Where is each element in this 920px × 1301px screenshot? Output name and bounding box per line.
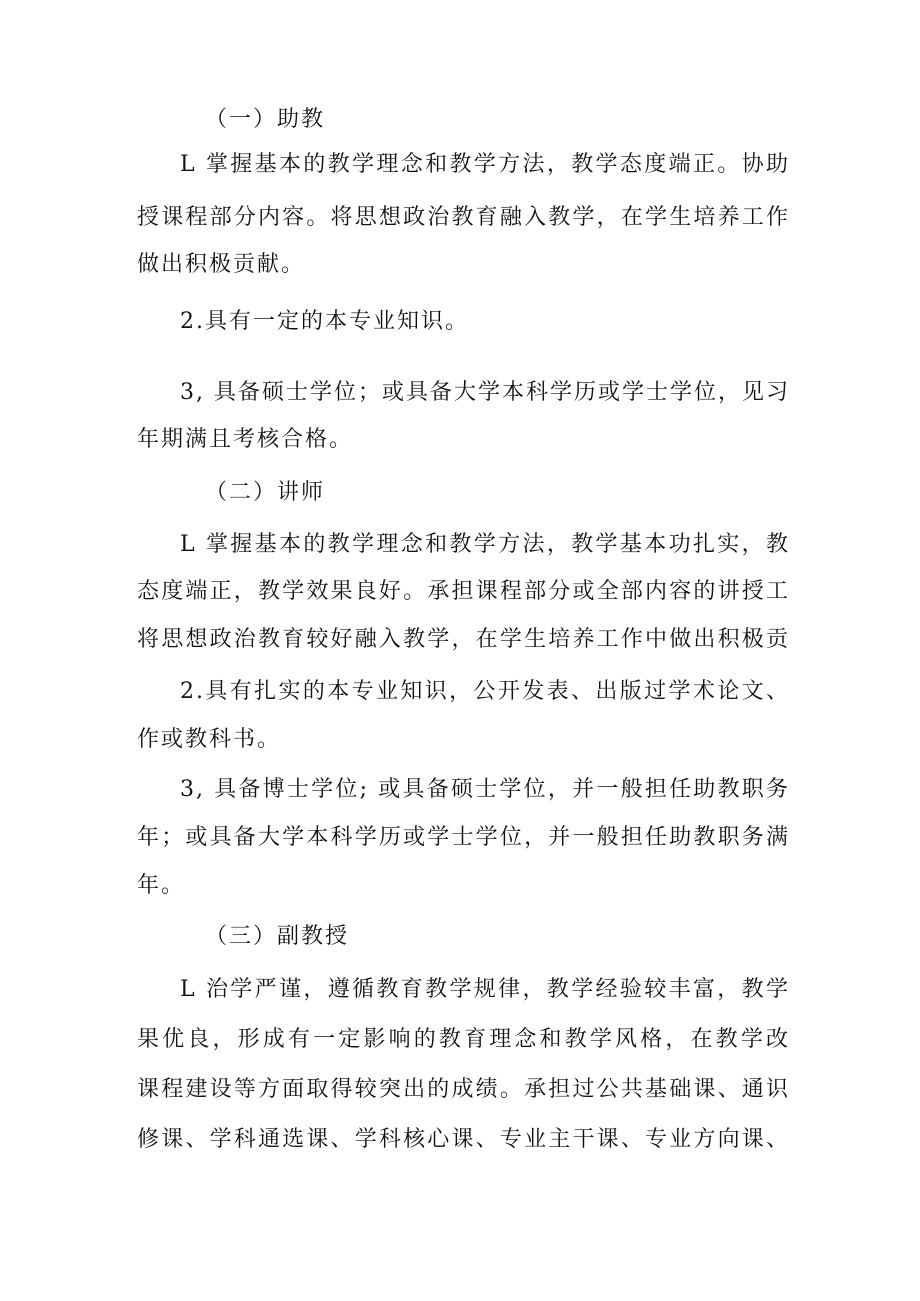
- paragraph-line: 作或教科书。: [137, 727, 282, 752]
- section-heading-assistant: （一）助教: [205, 107, 326, 132]
- paragraph-line: 修课、学科通选课、学科核心课、专业主干课、专业方向课、: [137, 1127, 790, 1152]
- paragraph-line: L 掌握基本的教学理念和教学方法，教学态度端正。协助: [180, 152, 790, 177]
- paragraph-line: 3, 具备博士学位; 或具备硕士学位，并一般担任助教职务: [180, 777, 790, 802]
- paragraph-line: 年；或具备大学本科学历或学士学位，并一般担任助教职务满: [137, 825, 790, 850]
- paragraph-line: 课程建设等方面取得较突出的成绩。承担过公共基础课、通识: [137, 1077, 790, 1102]
- paragraph-line: L 治学严谨，遵循教育教学规律，教学经验较丰富，教学: [180, 977, 790, 1002]
- paragraph-line: 将思想政治教育较好融入教学，在学生培养工作中做出积极贡: [137, 627, 790, 652]
- section-heading-lecturer: （二）讲师: [205, 480, 326, 505]
- paragraph-line: 授课程部分内容。将思想政治教育融入教学，在学生培养工作: [137, 205, 790, 230]
- paragraph-line: 年期满且考核合格。: [137, 427, 354, 452]
- paragraph-line: 3, 具备硕士学位；或具备大学本科学历或学士学位，见习: [180, 380, 790, 405]
- paragraph-line: 年。: [137, 873, 186, 898]
- paragraph-line: 2.具有一定的本专业知识。: [180, 309, 469, 334]
- paragraph-line: 态度端正，教学效果良好。承担课程部分或全部内容的讲授工: [137, 579, 790, 604]
- paragraph-line: L 掌握基本的教学理念和教学方法，教学基本功扎实，教: [180, 532, 790, 557]
- paragraph-line: 2.具有扎实的本专业知识，公开发表、出版过学术论文、: [180, 679, 790, 704]
- section-heading-associate-professor: （三）副教授: [205, 924, 350, 949]
- paragraph-line: 果优良，形成有一定影响的教育理念和教学风格，在教学改: [137, 1027, 790, 1052]
- paragraph-line: 做出积极贡献。: [137, 252, 306, 277]
